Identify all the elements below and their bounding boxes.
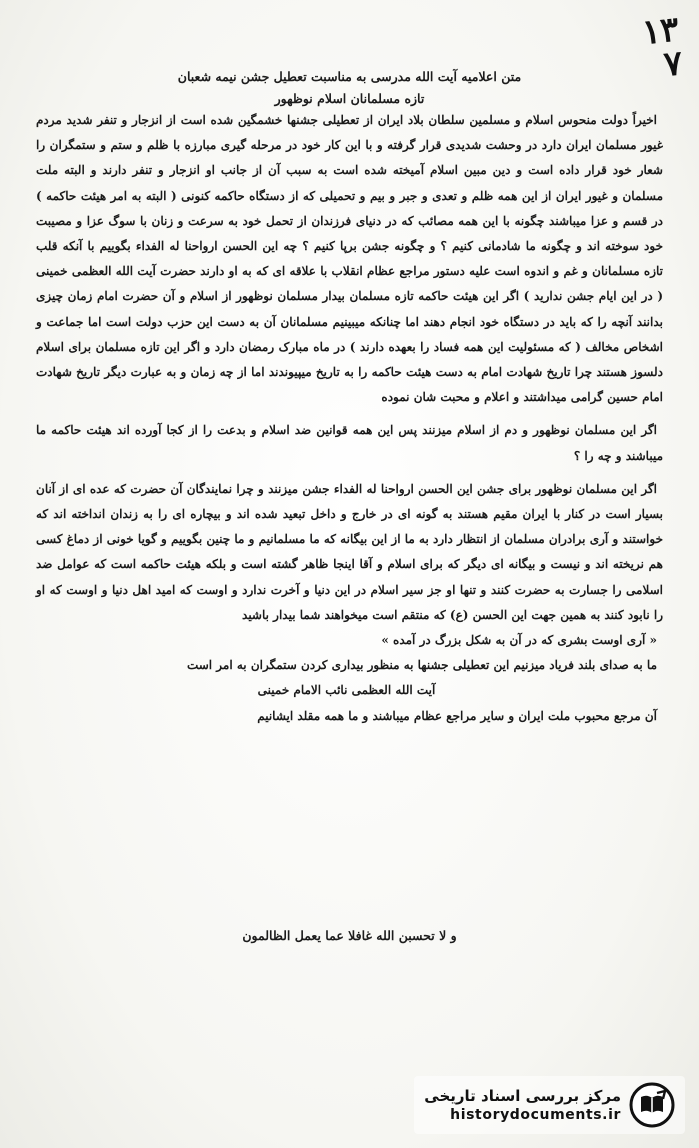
paragraph: اگر این مسلمان نوظهور و دم از اسلام میزنند پس این همه قوانین ضد اسلام و بدعت را از کجا آورده اند هیئت حاکمه ما میباشند و چه را ؟ — [36, 423, 663, 463]
header-subtitle: تازه مسلمانان اسلام نوظهور — [274, 91, 425, 106]
watermark-org-name: مرکز بررسی اسناد تاریخی — [424, 1087, 621, 1105]
header-title: متن اعلامیه آیت الله مدرسی به مناسبت تعطیل جشن نیمه شعبان — [177, 69, 522, 84]
archive-watermark — [414, 1076, 685, 1134]
closing-verse: و لا تحسبن الله غافلا عما یعمل الظالمون — [242, 928, 457, 943]
document-body — [36, 108, 663, 729]
watermark-url: historydocuments.ir — [450, 1107, 621, 1123]
paragraph: « آری اوست بشری که در آن به شکل بزرگ در آمده » — [381, 633, 657, 648]
archive-number-mark: ۱۳ ۷ — [640, 9, 685, 85]
paragraph: آیت الله العظمی نائب الامام خمینی — [257, 683, 436, 698]
paragraph: اخیراً دولت منحوس اسلام و مسلمین سلطان بلاد ایران از تعطیلی جشنها خشمگین شده است از انزجار و تنفر شدید مردم غیور مسلمان ایران دارد در وحشت شدیدی قرار گرفته و با این کار خود در مرحله گیری مبارزه با ظلم و ستم و ستمگران را شعار خود قرار داده است و دین مبین اسلام آمیخته شده است به سبب آن از جانب او انزجار و تنفر دارند و البته ملت مسلمان و غیور ایران از این همه ظلم و تعدی و جبر و بیم و تحمیلی که از دستگاه حاکمه کنونی ( البته به امر هیئت حاکمه ) در قسم و عزا میباشند چگونه با این همه مصائب که در دنیای فرزندان از تحمل خود به سرعت و زنان با سوگ عزا و مصیبت خود سوخته اند و چگونه ما شادمانی کنیم ؟ و چگونه جشن برپا کنیم ؟ چه این الحسن ارواحنا له الفداء بگوییم با آنکه قلب تازه مسلمانان و غم و اندوه است علیه دستور مراجع عظام انقلاب با علاقه ای که به او دارند حضرت آیت الله العظمی خمینی ( در این ایام جشن ندارید ) اگر این هیئت حاکمه تازه مسلمان بیدار مسلمان نوظهور از اسلام و آن حضرت امام زمان چیزی بدانند آنچه را که باید در دستگاه خود انجام دهند اما چنانکه میبینیم مسلمانان آن به دست این حزب دولت است اما جماعت و اشخاص مخالف ( که مسئولیت این همه فساد را بعهده دارند ) در ماه مبارک رمضان دارد و اگر این تازه مسلمان برای اسلام دلسوز هستند چرا تاریخ شهادت امام به دست هیئت حاکمه را به تاریخ میپیوندند اما از چه زمان و به عبارت دیگر تاریخ شهادت امام حسین گرامی میداشتند و اعلام و محبت شان نموده — [36, 113, 664, 405]
paragraph: ما به صدای بلند فریاد میزنیم این تعطیلی جشنها به منظور بیداری کردن ستمگران به امر است — [186, 658, 657, 673]
book-seal-icon — [629, 1082, 675, 1128]
paragraph: آن مرجع محبوب ملت ایران و سایر مراجع عظام میباشند و ما همه مقلد ایشانیم — [257, 708, 657, 723]
paragraph: اگر این مسلمان نوظهور برای جشن این الحسن ارواحنا له الفداء جشن میزنند و چرا نمایندگان آن حضرت که عده ای از آنان بسیار است در کنار با ایران مقیم هستند به گونه ای در خارج و داخل تبعید شده اند و بیچاره ای را به زندان انداخته اند که خواستند و آری برادران مسلمان از انتظار دارد به ما از این بیگانه که ما مسلمانیم و ما چنین بگوییم و گویا خونی از دماغ کسی هم نریخته اند و نیست و بیگانه ای دیگر که برای اسلام و آقا اینجا ظاهر گشته است و بلکه هیئت حاکمه است که عوامل ضد اسلامی را جسارت به حضرت کنند و تنها او جز سیر اسلام در این دنیا و آخرت ندارد و اوست که امید اهل دنیا و اوست که او را نابود کنند به همین جهت این الحسن (ع) که منتقم است میخواهند شما بیدار باشید — [36, 481, 664, 622]
document-header — [70, 66, 629, 110]
